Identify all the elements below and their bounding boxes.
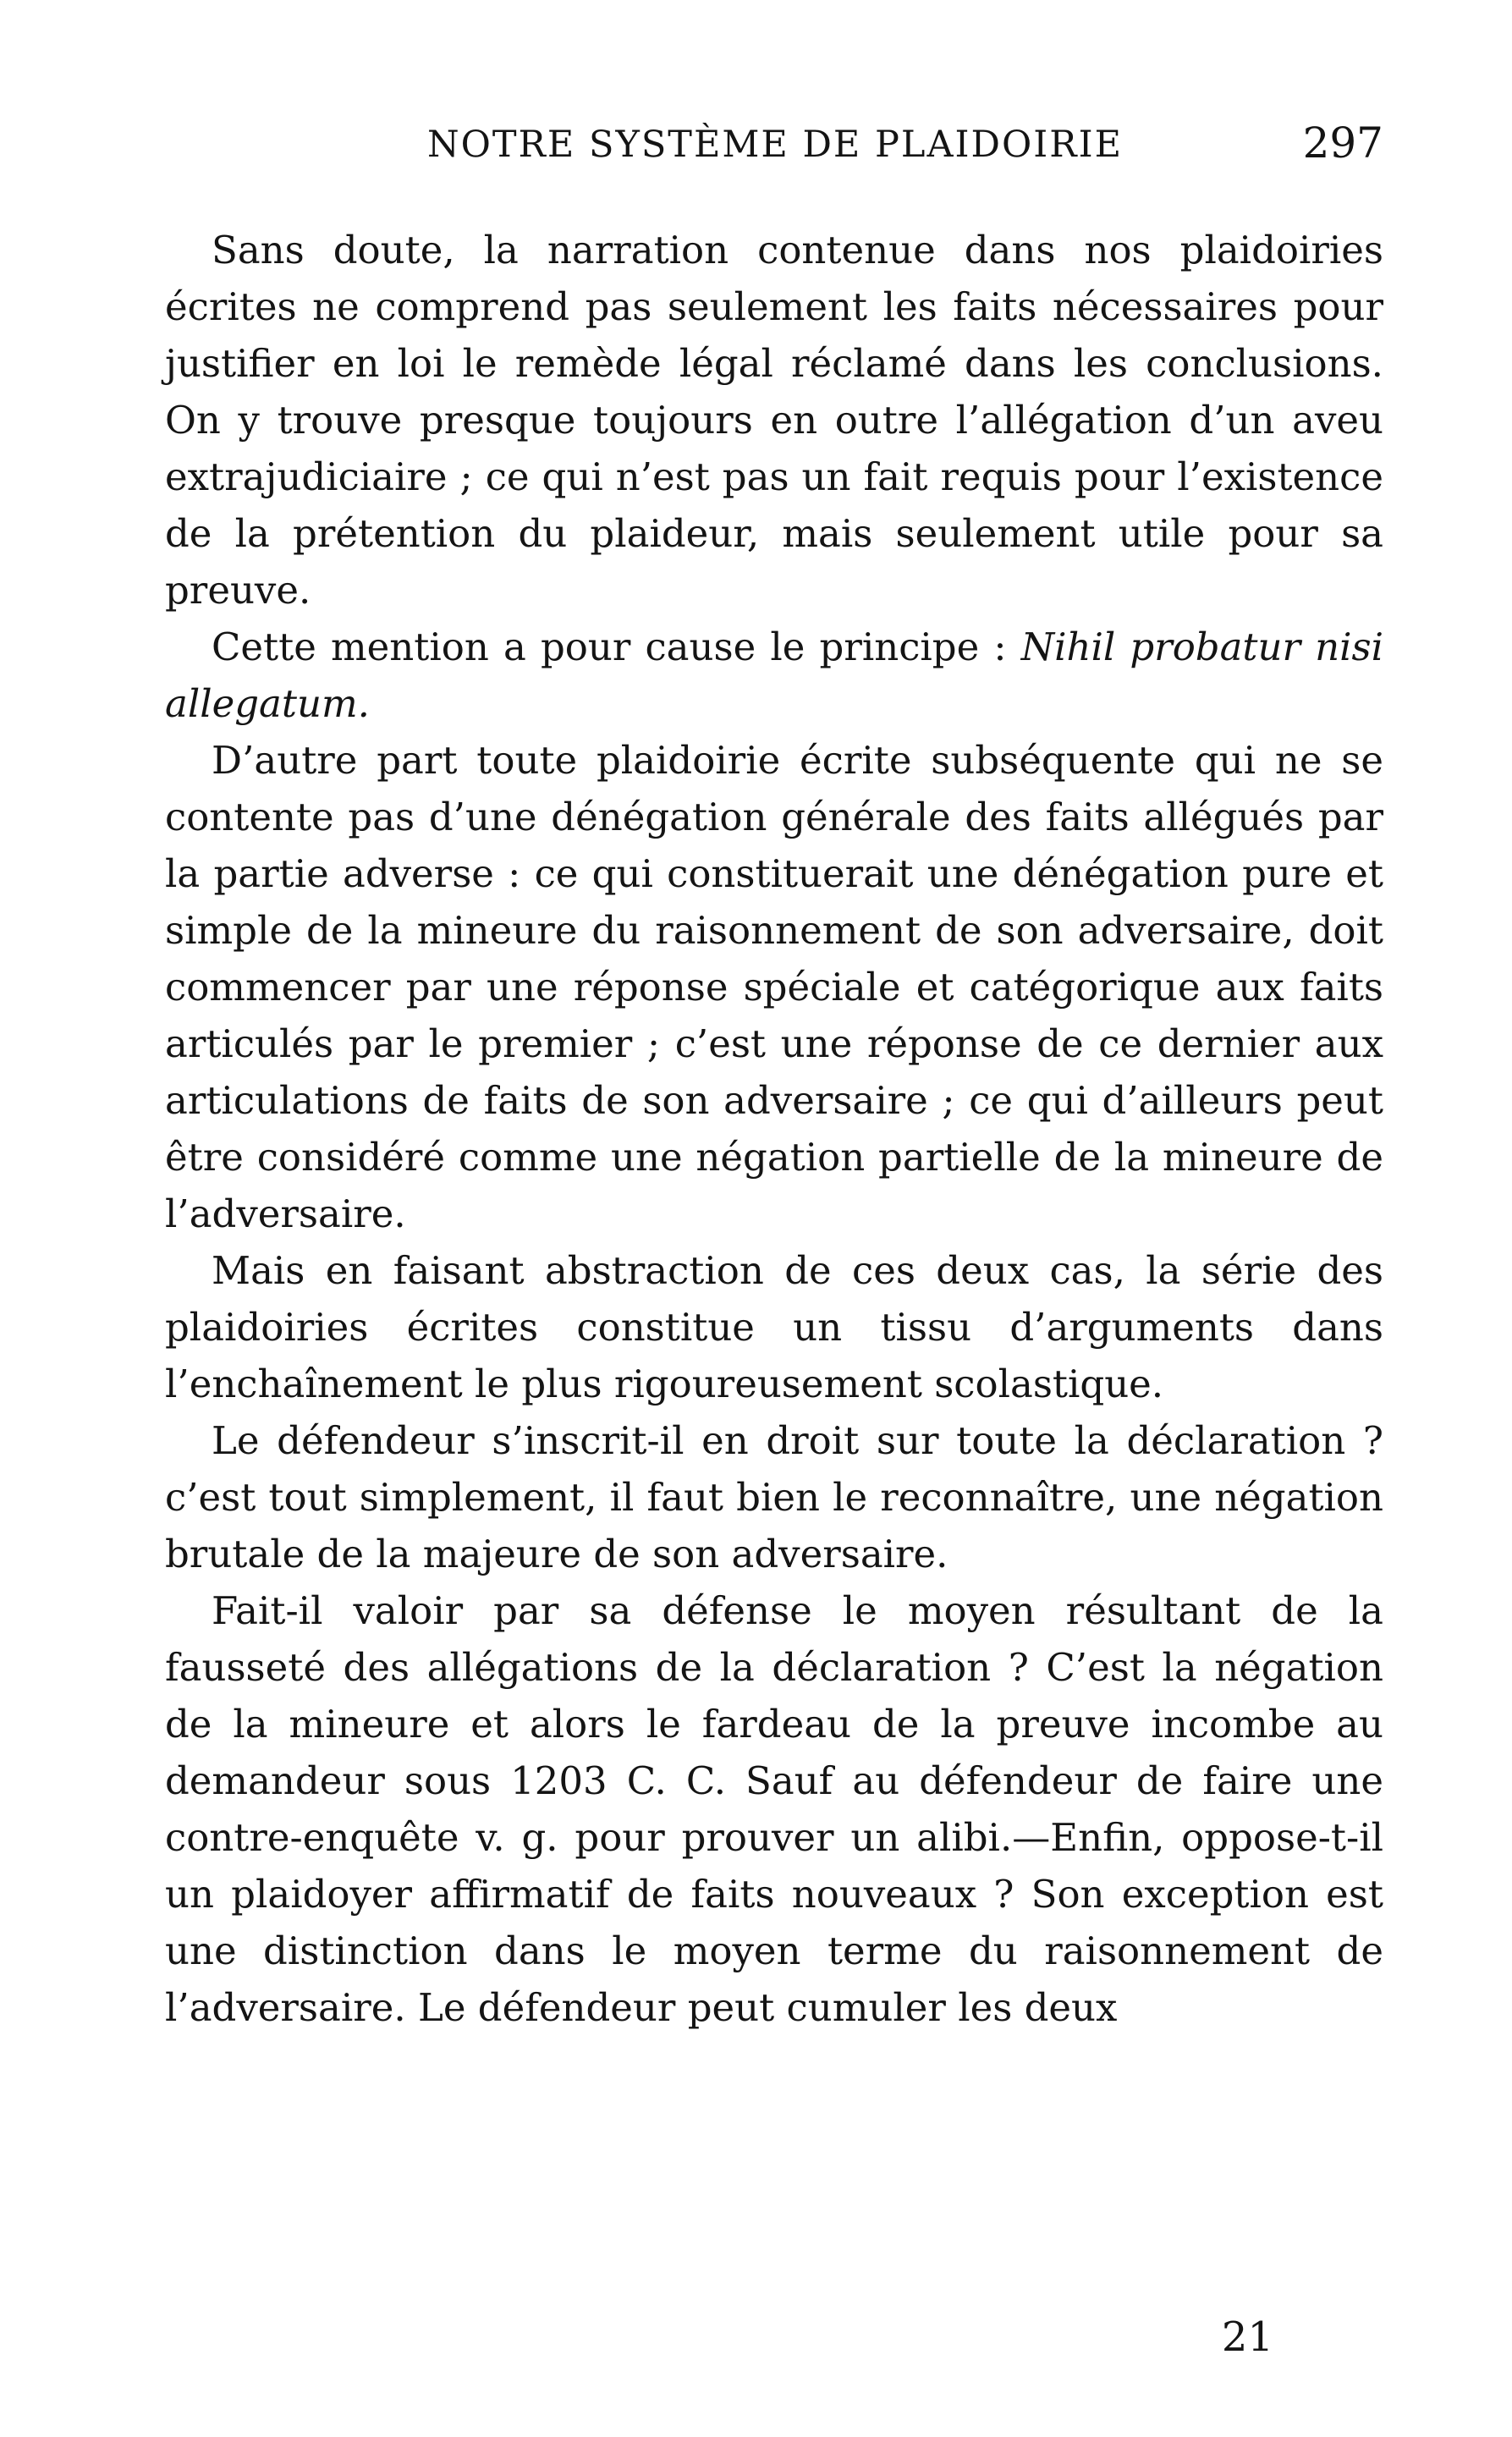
paragraph-2-text: Cette mention a pour cause le principe :: [212, 624, 1021, 669]
paragraph-4-text: Mais en faisant abstraction de ces deux cas, la série des plaidoiries écrites constitue un tissu d’arguments dans l’enchaînement le plus rigoureusement scolastique.: [165, 1248, 1383, 1406]
paragraph-5-text: Le défendeur s’inscrit-il en droit sur toute la déclaration ? c’est tout simplement, il faut bien le reconnaître, une négation brutale de la majeure de son adversaire.: [165, 1418, 1383, 1576]
paragraph-5: [165, 1412, 1383, 1582]
running-head: [165, 118, 1383, 186]
paragraph-6: [165, 1582, 1383, 2036]
latin-maxim: Nihil probatur nisi allegatum.: [165, 624, 1384, 726]
paragraph-2: [165, 619, 1383, 732]
page-number: 297: [1302, 118, 1383, 168]
paragraph-3: [165, 732, 1383, 1242]
paragraph-1: [165, 222, 1383, 619]
paragraph-3-text: D’autre part toute plaidoirie écrite subséquente qui ne se contente pas d’une dénégation générale des faits allégués par la partie adverse : ce qui constituerait une dénégation pure et simple de la mineure du raisonnement de son adversaire, doit commencer par une réponse spéciale et catégorique aux faits articulés par le premier ; c’est une réponse de ce dernier aux articulations de faits de son adversaire ; ce qui d’ailleurs peut être considéré comme une négation partielle de la mineure de l’adversaire.: [165, 738, 1383, 1236]
paragraph-4: [165, 1242, 1383, 1412]
book-page: [165, 118, 1383, 2369]
paragraph-6-text: Fait-il valoir par sa défense le moyen résultant de la fausseté des allégations de la déclaration ? C’est la négation de la mineure et alors le fardeau de la preuve incombe au demandeur sous 1203 C. C. Sauf au défendeur de faire une contre-enquête v. g. pour prouver un alibi.—Enfin, oppose-t-il un plaidoyer affirmatif de faits nouveaux ? Son exception est une distinction dans le moyen terme du raisonnement de l’adversaire. Le défendeur peut cumuler les deux: [165, 1588, 1383, 2030]
running-title: NOTRE SYSTÈME DE PLAIDOIRIE: [427, 124, 1123, 166]
signature-mark: 21: [1221, 2313, 1273, 2361]
body-text: [165, 222, 1383, 2036]
paragraph-1-text: Sans doute, la narration contenue dans nos plaidoiries écrites ne comprend pas seulement les faits nécessaires pour justifier en loi le remède légal réclamé dans les conclusions. On y trouve presque toujours en outre l’allégation d’un aveu extrajudiciaire ; ce qui n’est pas un fait requis pour l’existence de la prétention du plaideur, mais seulement utile pour sa preuve.: [165, 228, 1383, 613]
